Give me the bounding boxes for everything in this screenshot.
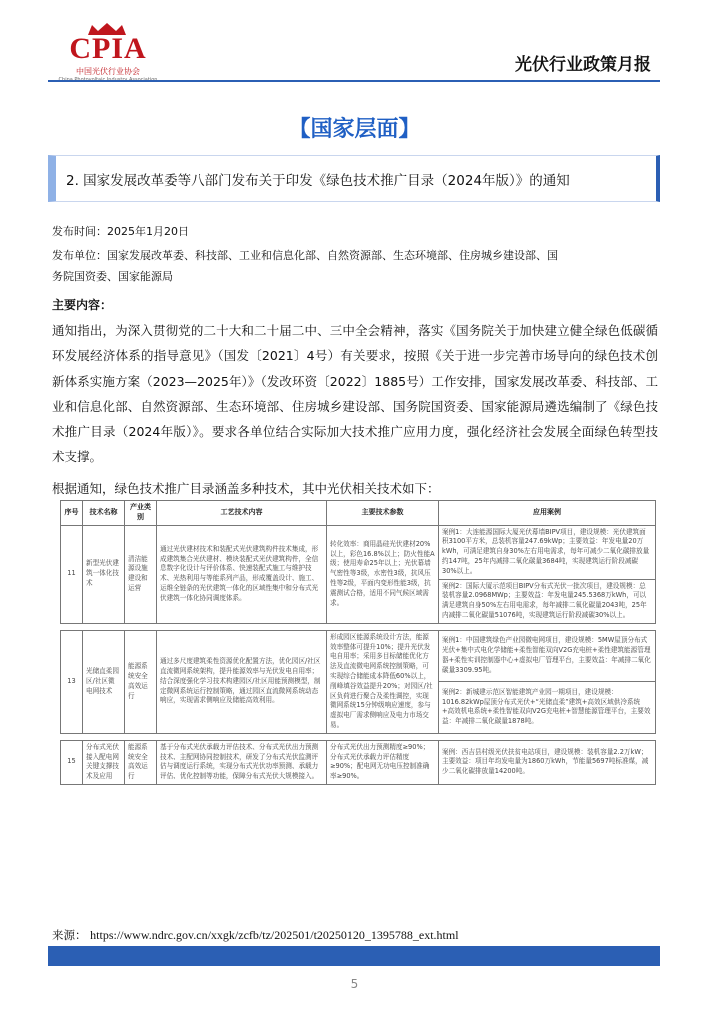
case-2: 案例2：国际大厦示范项目BIPV分布式光伏一批次项目，建设规模：总装机容量2.0968MWp；主要效益：年发电量245.5368万kWh，可以满足建筑自身50%左右用电需求，每年减排二氧化碳量2043吨，25年内减排二氧化碳量51076吨，实现建筑运行阶段减碳30%以上。 bbox=[439, 579, 656, 623]
process-content: 通过光伏建材技术和装配式光伏建筑构件技术集成，形成建筑集合光伏建材、模块装配式光伏建筑构件，全信息数字化设计与评价体系、快速装配式施工与维护技术、光热利用与等能系列产品，形成覆盖设计、施工、运维全链条的光伏建筑一体化的区域性集中和分布式光伏建筑一体化协同调度体系。 bbox=[157, 525, 327, 623]
header-divider bbox=[48, 80, 660, 82]
page-number: 5 bbox=[350, 977, 359, 991]
tech-name: 光储直柔园区/社区微电网技术 bbox=[83, 630, 125, 733]
table-header-cell: 序号 bbox=[61, 501, 83, 526]
industry-category: 能源系统安全高效运行 bbox=[125, 630, 157, 733]
table-header-cell: 技术名称 bbox=[83, 501, 125, 526]
table-row bbox=[61, 740, 656, 784]
footer-bar bbox=[48, 946, 660, 966]
table-row bbox=[61, 525, 656, 579]
tech-name: 新型光伏建筑一体化技术 bbox=[83, 525, 125, 623]
tech-name: 分布式光伏接入配电网关键支撑技术及应用 bbox=[83, 740, 125, 784]
main-content-label: 主要内容： bbox=[52, 298, 113, 312]
case-1: 案例1：大连能源国际大厦光伏幕墙BIPV项目，建设规模：光伏建筑面积3100平方米，总装机容量247.69kWp；主要效益：年发电量20万kWh，可满足建筑自身30%左右用电需求，每年可减少二氧化碳排放量约147吨，25年内减排二氧化碳量3684吨，实现建筑运行阶段减碳30%以上。 bbox=[439, 525, 656, 579]
table-header-cell: 应用案例 bbox=[439, 501, 656, 526]
publish-unit-line1: 发布单位：国家发展改革委、科技部、工业和信息化部、自然资源部、生态环境部、住房城乡建设部、国 bbox=[52, 249, 558, 262]
tech-params: 转化效率：商用晶硅光伏建材20%以上，彩色16.8%以上；防火性能A级；使用寿命25年以上；光伏幕墙气密性等3级，水密性3级，抗风压性等2级，平面内变形性能3级，抗震测试合格，适用不同气候区域需求。 bbox=[327, 525, 439, 623]
source-url[interactable]: https://www.ndrc.gov.cn/xxgk/zcfb/tz/202501/t20250120_1395788_ext.html bbox=[90, 928, 459, 942]
cpia-logo bbox=[48, 22, 168, 84]
case-1: 案例1：中国建筑绿色产业园微电网项目，建设规模：5MW屋顶分布式光伏+集中式电化学储能+柔性智能双向V2G充电桩+柔性建筑能源管理器+柔性实训控制器中心+虚拟电厂管理平台，主要效益：年减排二氧化碳量3309.95吨。 bbox=[439, 630, 656, 681]
row-number: 11 bbox=[61, 525, 83, 623]
table-row bbox=[61, 630, 656, 681]
industry-category: 能源系统安全高效运行 bbox=[125, 740, 157, 784]
case-1: 案例：西吉县村级光伏扶贫电站项目，建设规模：装机容量2.2万kW；主要效益：项目年均发电量为1860万kWh，节能量5697吨标准煤，减少二氧化碳排放量14200吨。 bbox=[439, 740, 656, 784]
tech-params: 形成园区能源系统设计方法，能源效率整体可提升10%；提升光伏发电自用率；采用多目标储能优化方法及直流微电网系统控制策略，可实现综合储能成本降低60%以上，削峰填谷效益提升20%；对园区/社区负荷进行聚合及柔性调控，实现微网系统15分钟级响应速度，参与虚拟电厂需求侧响应及电力市场交易。 bbox=[327, 630, 439, 733]
source-label: 来源： bbox=[52, 928, 87, 942]
industry-category: 清洁能源设施建设和运营 bbox=[125, 525, 157, 623]
notice-title: 2. 国家发展改革委等八部门发布关于印发《绿色技术推广目录（2024年版）》的通知 bbox=[66, 173, 570, 189]
logo-text: CPIA bbox=[69, 32, 147, 65]
process-content: 基于分布式光伏承载力评估技术、分布式光伏出力预测技术、主配网协同控制技术，研发了分布式光伏监测评估与调度运行系统，实现分布式光伏功率预测、承载力评估、优化控制等功能，保障分布式光伏大规模接入。 bbox=[157, 740, 327, 784]
table-header-row bbox=[61, 501, 656, 526]
body-paragraph-2: 根据通知，绿色技术推广目录涵盖多种技术，其中光伏相关技术如下： bbox=[52, 481, 440, 496]
technology-table-grid bbox=[60, 500, 656, 785]
technology-table bbox=[60, 500, 655, 920]
publish-unit-line2: 务院国资委、国家能源局 bbox=[52, 270, 173, 283]
section-title: 【国家层面】 bbox=[288, 117, 421, 142]
report-title: 光伏行业政策月报 bbox=[515, 55, 651, 75]
table-header-cell: 产业类别 bbox=[125, 501, 157, 526]
body-paragraph-1: 通知指出，为深入贯彻党的二十大和二十届二中、三中全会精神，落实《国务院关于加快建立健全绿色低碳循环发展经济体系的指导意见》（国发〔2021〕4号）有关要求，按照《关于进一步完善市场导向的绿色技术创新体系实施方案（2023—2025年）》（发改环资〔2022〕1885号）工作安排，国家发展改革委、科技部、工业和信息化部、自然资源部、生态环境部、住房城乡建设部、国务院国资委、国家能源局遴选编制了《绿色技术推广目录（2024年版）》。要求各单位结合实际加大技术推广应用力度，强化经济社会发展全面绿色转型技术支撑。 bbox=[52, 323, 658, 465]
source-line bbox=[52, 927, 459, 943]
notice-title-box bbox=[48, 155, 660, 202]
case-2: 案例2：新城建示范区智能建筑产业园一期项目，建设规模：1016.82kWp屋顶分布式光伏+“光储直柔”建筑+高效区域供冷系统+高效机电系统+柔性智能双向V2G充电桩+智慧能源管理平台，主要效益：年减排二氧化碳量1878吨。 bbox=[439, 682, 656, 733]
publish-time: 发布时间：2025年1月20日 bbox=[52, 225, 189, 238]
logo-subtitle: 中国光伏行业协会 bbox=[76, 67, 140, 76]
table-header-cell: 主要技术参数 bbox=[327, 501, 439, 526]
process-content: 通过多尺度建筑柔性资源优化配置方法，优化园区/社区直流微网系统架构，提升能源效率与光伏发电自用率；结合深度强化学习技术构建园区/社区用能预测模型，制定微网系统运行控制策略，通过园区直流微网系统动态响应，实现需求侧响应及储能高效利用。 bbox=[157, 630, 327, 733]
table-header-cell: 工艺技术内容 bbox=[157, 501, 327, 526]
tech-params: 分布式光伏出力预测精度≥90%；分布式光伏承载力评估精度≥90%；配电网无功电压控制准确率≥90%。 bbox=[327, 740, 439, 784]
row-number: 13 bbox=[61, 630, 83, 733]
row-number: 15 bbox=[61, 740, 83, 784]
